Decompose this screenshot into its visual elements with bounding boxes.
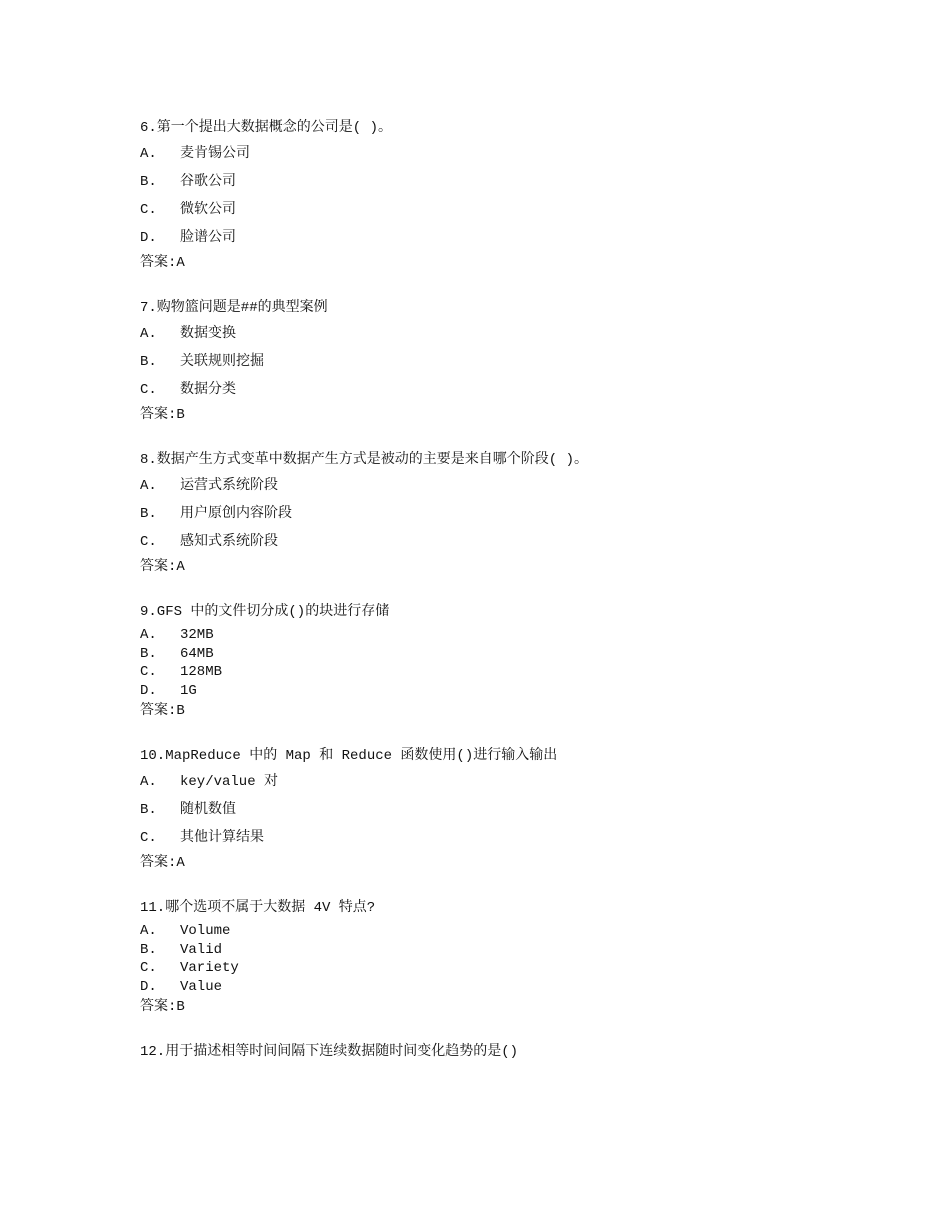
option-letter: C.: [140, 202, 157, 218]
option-letter: B.: [140, 941, 157, 958]
option-text: 其他计算结果: [180, 830, 264, 846]
option-text: 32MB: [180, 627, 214, 643]
question-title: 7.购物篮问题是##的典型案例: [140, 300, 328, 316]
option-text: 谷歌公司: [180, 174, 236, 190]
option-letter: A.: [140, 478, 157, 494]
option-letter: A.: [140, 774, 157, 790]
option-text: 微软公司: [180, 202, 236, 218]
option-text: 关联规则挖掘: [180, 354, 264, 370]
option-text: 脸谱公司: [180, 230, 236, 246]
question-title: 12.用于描述相等时间间隔下连续数据随时间变化趋势的是(): [140, 1044, 519, 1060]
option-letter: D.: [140, 230, 157, 246]
option-letter: B.: [140, 174, 157, 190]
answer-line: 答案:B: [140, 999, 185, 1015]
option-c: [140, 959, 920, 978]
answer-line: 答案:A: [140, 855, 185, 871]
option-letter: B.: [140, 645, 157, 662]
document-page: [140, 116, 920, 1086]
question-11: [140, 896, 920, 1018]
question-10: [140, 744, 920, 874]
option-c: [140, 196, 920, 224]
option-c: [140, 376, 920, 404]
question-7: [140, 296, 920, 426]
option-a: [140, 626, 920, 645]
option-c: [140, 663, 920, 682]
option-a: [140, 922, 920, 941]
option-letter: C.: [140, 664, 157, 680]
question-6: [140, 116, 920, 274]
option-letter: C.: [140, 382, 157, 398]
option-text: 运营式系统阶段: [180, 478, 278, 494]
option-letter: A.: [140, 146, 157, 162]
option-letter: B.: [140, 802, 157, 818]
option-text: 64MB: [180, 645, 214, 662]
option-text: Valid: [180, 941, 223, 958]
answer-line: 答案:A: [140, 255, 185, 271]
option-letter: A.: [140, 326, 157, 342]
option-a: [140, 140, 920, 168]
answer-line: 答案:B: [140, 703, 185, 719]
option-b: [140, 500, 920, 528]
option-text: 数据变换: [180, 326, 236, 342]
question-title: 10.MapReduce 中的 Map 和 Reduce 函数使用()进行输入输出: [140, 748, 558, 764]
option-d: [140, 224, 920, 252]
question-title: 11.哪个选项不属于大数据 4V 特点?: [140, 900, 376, 916]
option-text: key/value 对: [180, 774, 279, 790]
option-letter: C.: [140, 960, 157, 976]
answer-line: 答案:A: [140, 559, 185, 575]
option-a: [140, 320, 920, 348]
option-letter: C.: [140, 534, 157, 550]
option-a: [140, 768, 920, 796]
option-b: [140, 348, 920, 376]
option-text: 随机数值: [180, 802, 236, 818]
option-letter: A.: [140, 627, 157, 643]
option-letter: B.: [140, 506, 157, 522]
option-b: [140, 168, 920, 196]
option-letter: C.: [140, 830, 157, 846]
option-a: [140, 472, 920, 500]
option-text: Value: [180, 978, 223, 995]
question-12: [140, 1040, 920, 1064]
option-text: Variety: [180, 960, 239, 976]
option-text: 数据分类: [180, 382, 236, 398]
question-title: 6.第一个提出大数据概念的公司是( )。: [140, 120, 393, 136]
option-b: [140, 941, 920, 960]
option-d: [140, 682, 920, 701]
question-9: [140, 600, 920, 722]
option-text: Volume: [180, 923, 231, 939]
option-c: [140, 824, 920, 852]
option-text: 麦肯锡公司: [180, 146, 250, 162]
question-title: 9.GFS 中的文件切分成()的块进行存储: [140, 604, 390, 620]
option-b: [140, 796, 920, 824]
option-c: [140, 528, 920, 556]
question-title: 8.数据产生方式变革中数据产生方式是被动的主要是来自哪个阶段( )。: [140, 452, 589, 468]
answer-line: 答案:B: [140, 407, 185, 423]
option-letter: A.: [140, 923, 157, 939]
option-letter: D.: [140, 682, 157, 699]
option-text: 感知式系统阶段: [180, 534, 278, 550]
option-b: [140, 645, 920, 664]
option-d: [140, 978, 920, 997]
option-letter: B.: [140, 354, 157, 370]
option-text: 128MB: [180, 664, 223, 680]
question-8: [140, 448, 920, 578]
option-text: 用户原创内容阶段: [180, 506, 292, 522]
option-letter: D.: [140, 978, 157, 995]
option-text: 1G: [180, 682, 197, 699]
